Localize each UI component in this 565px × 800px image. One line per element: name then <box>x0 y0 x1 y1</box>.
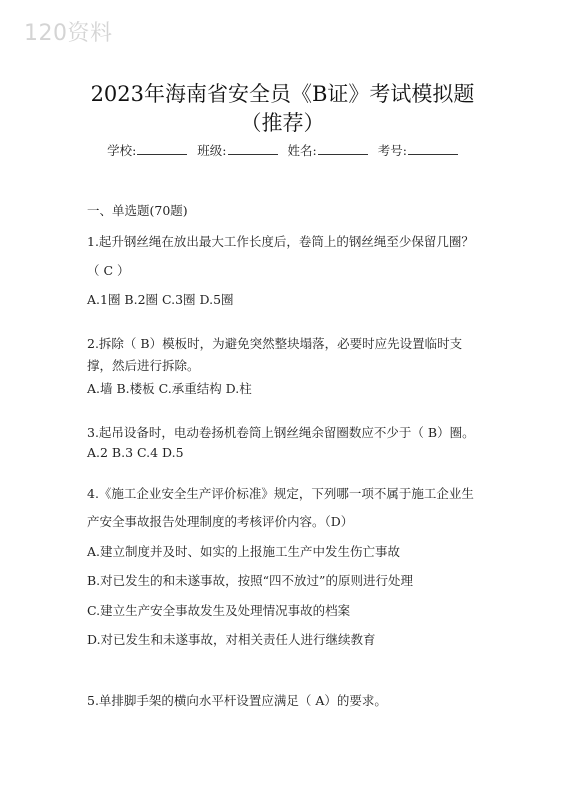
class-blank <box>228 142 278 155</box>
question-1-stem-line-2: （ C ） <box>87 263 130 278</box>
watermark-logo: 120资料 <box>24 21 113 46</box>
question-4-stem-line-1: 4.《施工企业安全生产评价标准》规定，下列哪一项不属于施工企业生 <box>87 486 474 501</box>
school-label: 学校: <box>107 143 137 158</box>
question-2-stem-line-1: 2.拆除（ B）模板时，为避免突然整块塌落，必要时应先设置临时支 <box>87 336 463 351</box>
question-1-options: A.1圈 B.2圈 C.3圈 D.5圈 <box>87 292 234 307</box>
student-info-row <box>0 141 565 159</box>
question-2-options: A.墙 B.楼板 C.承重结构 D.柱 <box>87 381 252 396</box>
question-4-stem-line-2: 产安全事故报告处理制度的考核评价内容。（D） <box>87 514 354 529</box>
class-field <box>197 141 277 159</box>
school-field <box>107 141 187 159</box>
question-4-option-b: B.对已发生的和未遂事故，按照“四不放过”的原则进行处理 <box>87 573 413 588</box>
question-5-stem-line-1: 5.单排脚手架的横向水平杆设置应满足（ A）的要求。 <box>87 693 387 708</box>
question-3-stem-line-1: 3.起吊设备时，电动卷扬机卷筒上钢丝绳余留圈数应不少于（ B）圈。 <box>87 425 475 440</box>
name-label: 姓名: <box>287 143 317 158</box>
class-label: 班级: <box>197 143 227 158</box>
school-blank <box>137 142 187 155</box>
document-subtitle: （推荐） <box>240 111 325 135</box>
exam-number-field <box>378 141 458 159</box>
name-field <box>287 141 367 159</box>
exam-number-label: 考号: <box>377 143 407 158</box>
question-2-stem-line-2: 撑，然后进行拆除。 <box>87 358 200 373</box>
question-4-option-d: D.对已发生和未遂事故，对相关责任人进行继续教育 <box>87 632 376 647</box>
section-heading: 一、单选题(70题) <box>87 203 188 218</box>
question-4-option-a: A.建立制度并及时、如实的上报施工生产中发生伤亡事故 <box>87 544 401 559</box>
exam-number-blank <box>408 142 458 155</box>
question-3-options: A.2 B.3 C.4 D.5 <box>87 445 184 460</box>
question-1-stem-line-1: 1.起升钢丝绳在放出最大工作长度后，卷筒上的钢丝绳至少保留几圈？ <box>87 234 474 249</box>
name-blank <box>318 142 368 155</box>
question-4-option-c: C.建立生产安全事故发生及处理情况事故的档案 <box>87 603 351 618</box>
document-title: 2023年海南省安全员《B证》考试模拟题 <box>90 82 475 106</box>
